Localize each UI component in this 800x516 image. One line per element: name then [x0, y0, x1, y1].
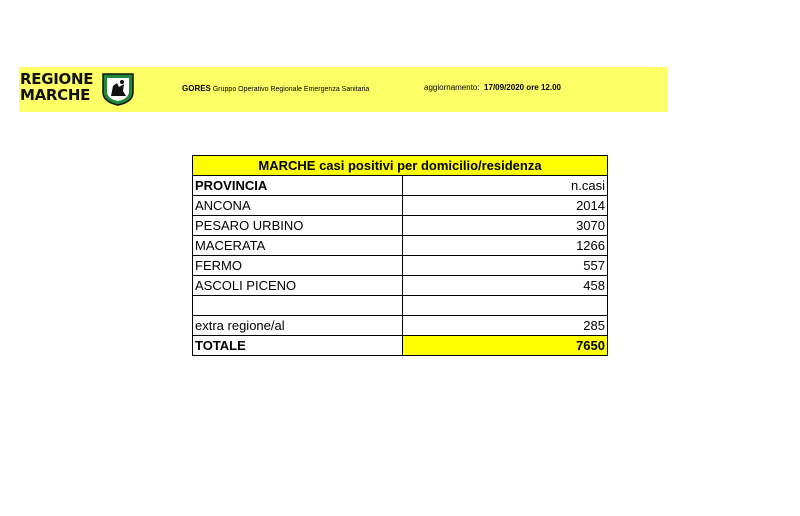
province-cases: 3070 — [403, 216, 608, 236]
extra-region-cases: 285 — [403, 316, 608, 336]
update-timestamp: aggiornamento: 17/09/2020 ore 12.00 — [424, 83, 561, 92]
table-row-empty — [193, 296, 608, 316]
total-row — [193, 336, 608, 356]
province-cases: 2014 — [403, 196, 608, 216]
extra-region-label: extra regione/al — [193, 316, 403, 336]
table-row — [193, 196, 608, 216]
header-banner — [19, 67, 668, 112]
province-cases: 557 — [403, 256, 608, 276]
table-header-row — [193, 176, 608, 196]
empty-cell — [193, 296, 403, 316]
province-name: FERMO — [193, 256, 403, 276]
province-cases: 1266 — [403, 236, 608, 256]
logo-line-1: REGIONE — [20, 70, 94, 88]
regione-marche-logo — [20, 71, 138, 107]
logo-line-2: MARCHE — [20, 86, 91, 104]
table-title: MARCHE casi positivi per domicilio/residenza — [193, 156, 608, 176]
province-name: ASCOLI PICENO — [193, 276, 403, 296]
table-row — [193, 236, 608, 256]
table-row — [193, 256, 608, 276]
table-title-row — [193, 156, 608, 176]
column-header-province: PROVINCIA — [193, 176, 403, 196]
table-row — [193, 316, 608, 336]
cases-table — [192, 155, 608, 356]
empty-cell — [403, 296, 608, 316]
table-row — [193, 216, 608, 236]
province-name: ANCONA — [193, 196, 403, 216]
total-value: 7650 — [403, 336, 608, 356]
regional-emblem-icon — [101, 72, 135, 106]
table-row — [193, 276, 608, 296]
gores-label: GORES Gruppo Operativo Regionale Emergenza Sanitaria — [182, 84, 370, 93]
total-label: TOTALE — [193, 336, 403, 356]
column-header-cases: n.casi — [403, 176, 608, 196]
province-name: PESARO URBINO — [193, 216, 403, 236]
province-name: MACERATA — [193, 236, 403, 256]
province-cases: 458 — [403, 276, 608, 296]
